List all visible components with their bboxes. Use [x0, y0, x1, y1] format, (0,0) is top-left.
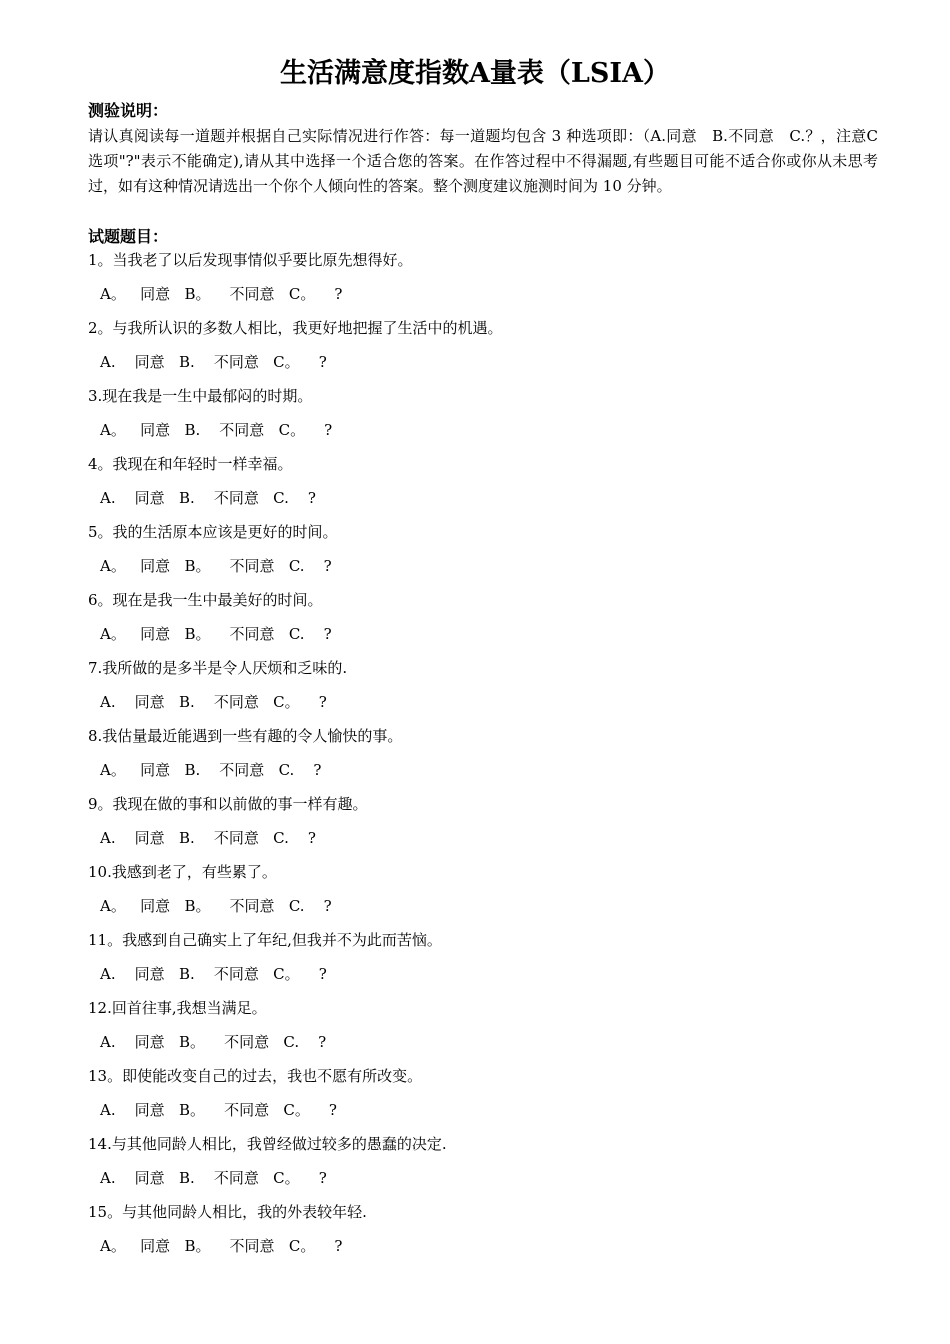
- question-text: 7.我所做的是多半是令人厌烦和乏味的.: [88, 659, 348, 677]
- question-text: 6。现在是我一生中最美好的时间。: [88, 591, 323, 609]
- question-options: A. 同意 B. 不同意 C。 ?: [100, 1169, 327, 1187]
- instructions-text: 请认真阅读每一道题并根据自己实际情况进行作答：每一道题均包含 3 种选项即：（A.同意 B.不同意 C.？，注意C选项"?"表示不能确定),请从其中选择一个适合您的答案。在作答过程中不得漏题,有些题目可能不适合你或你从未思考过，如有这种情况请选出一个你个人倾向性的答案。整个测度建议施测时间为 10 分钟。: [88, 127, 878, 195]
- question-text: 15。与其他同龄人相比，我的外表较年轻.: [88, 1203, 367, 1221]
- question-item: [88, 928, 878, 996]
- question-item: [88, 656, 878, 724]
- question-options: A。 同意 B。 不同意 C。 ?: [100, 1237, 343, 1255]
- questions-heading: 试题题目：: [88, 227, 169, 246]
- question-item: [88, 316, 878, 384]
- question-item: [88, 792, 878, 860]
- question-item: [88, 588, 878, 656]
- question-item: [88, 520, 878, 588]
- question-item: [88, 248, 878, 316]
- question-options: A. 同意 B。 不同意 C. ?: [100, 1033, 327, 1051]
- question-item: [88, 384, 878, 452]
- question-options: A. 同意 B。 不同意 C。 ?: [100, 1101, 337, 1119]
- question-options: A. 同意 B. 不同意 C. ?: [100, 829, 316, 847]
- question-item: [88, 1200, 878, 1268]
- question-item: [88, 1064, 878, 1132]
- question-options: A。 同意 B。 不同意 C. ?: [100, 557, 332, 575]
- question-options: A. 同意 B. 不同意 C. ?: [100, 489, 316, 507]
- question-text: 4。我现在和年轻时一样幸福。: [88, 455, 293, 473]
- question-options: A. 同意 B. 不同意 C。 ?: [100, 353, 327, 371]
- page-title: 生活满意度指数A量表（LSIA）: [279, 58, 670, 89]
- question-item: [88, 1132, 878, 1200]
- question-text: 9。我现在做的事和以前做的事一样有趣。: [88, 795, 368, 813]
- question-list: [88, 248, 878, 1268]
- question-text: 12.回首往事,我想当满足。: [88, 999, 267, 1017]
- question-text: 8.我估量最近能遇到一些有趣的令人愉快的事。: [88, 727, 403, 745]
- question-item: [88, 860, 878, 928]
- question-text: 1。当我老了以后发现事情似乎要比原先想得好。: [88, 251, 413, 269]
- question-text: 13。即使能改变自己的过去，我也不愿有所改变。: [88, 1067, 423, 1085]
- question-text: 11。我感到自己确实上了年纪,但我并不为此而苦恼。: [88, 931, 442, 949]
- question-text: 14.与其他同龄人相比，我曾经做过较多的愚蠢的决定.: [88, 1135, 447, 1153]
- question-item: [88, 724, 878, 792]
- question-text: 3.现在我是一生中最郁闷的时期。: [88, 387, 313, 405]
- question-options: A。 同意 B。 不同意 C. ?: [100, 897, 332, 915]
- question-options: A。 同意 B. 不同意 C。 ?: [100, 421, 333, 439]
- question-text: 5。我的生活原本应该是更好的时间。: [88, 523, 338, 541]
- question-item: [88, 996, 878, 1064]
- instructions-heading: 测验说明：: [88, 101, 169, 120]
- question-options: A。 同意 B。 不同意 C. ?: [100, 625, 332, 643]
- question-options: A。 同意 B。 不同意 C。 ?: [100, 285, 343, 303]
- question-options: A. 同意 B. 不同意 C。 ?: [100, 965, 327, 983]
- question-options: A. 同意 B. 不同意 C。 ?: [100, 693, 327, 711]
- question-options: A。 同意 B. 不同意 C. ?: [100, 761, 322, 779]
- question-text: 10.我感到老了，有些累了。: [88, 863, 277, 881]
- question-text: 2。与我所认识的多数人相比，我更好地把握了生活中的机遇。: [88, 319, 503, 337]
- question-item: [88, 452, 878, 520]
